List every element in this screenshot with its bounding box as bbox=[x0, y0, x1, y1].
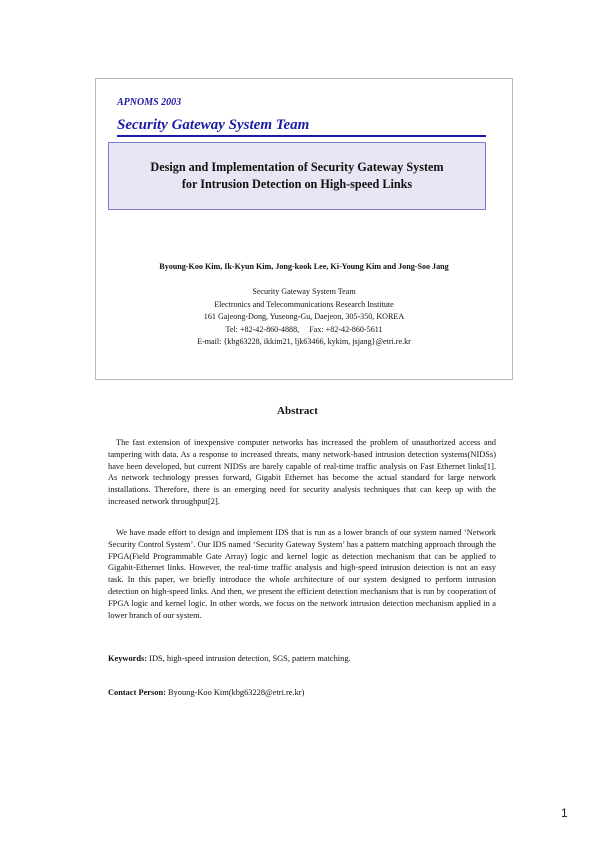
affiliation-block bbox=[95, 286, 513, 349]
contact-line bbox=[108, 688, 304, 697]
abstract-paragraph-1 bbox=[108, 437, 496, 508]
keywords-line bbox=[108, 654, 351, 663]
header-divider bbox=[117, 135, 486, 137]
abstract-paragraph-2 bbox=[108, 527, 496, 621]
affiliation-email: E-mail: {kbg63228, ikkim21, ljk63466, kykim, jsjang}@etri.re.kr bbox=[197, 337, 411, 346]
keywords-label: Keywords: bbox=[108, 654, 148, 663]
paper-title-line-2: for Intrusion Detection on High-speed Links bbox=[181, 177, 413, 191]
contact-label: Contact Person: bbox=[108, 688, 166, 697]
affiliation-phone-fax: Tel: +82-42-860-4888, Fax: +82-42-860-5611 bbox=[225, 324, 383, 334]
paper-title-line-1: Design and Implementation of Security Gateway System bbox=[150, 160, 444, 174]
abstract-paragraph-1-text: The fast extension of inexpensive computer networks has increased the problem of unauthorized access and tampering with data. As a response to increased threats, many network-based intrusion detection systems(NIDSs) have been developed, but current NIDSs are barely capable of real-time traffic analysis on Fast Ethernet links[1]. As network technology presses forward, Gigabit Ethernet has become the actual standard for large network installations. Therefore, there is an emerging need for security analysis techniques that can keep up with the increased network throughput[2]. bbox=[108, 438, 496, 506]
team-name: Security Gateway System Team bbox=[117, 117, 310, 133]
affiliation-institute: Electronics and Telecommunications Research Institute bbox=[214, 299, 394, 309]
abstract-heading: Abstract bbox=[277, 405, 318, 417]
affiliation-address: 161 Gajeong-Dong, Yuseong-Gu, Daejeon, 305-350, KOREA bbox=[203, 312, 405, 321]
page-number: 1 bbox=[561, 806, 568, 820]
abstract-paragraph-2-text: We have made effort to design and implement IDS that is run as a lower branch of our system named ‘Network Security Control System’. Our IDS named ‘Security Gateway System’ has a pattern matching approach through the FPGA(Field Programmable Gate Array) logic and kernel logic as detection mechanism that can be applied to Gigabit-Ethernet links. However, the real-time traffic analysis and high-speed intrusion detection is not an easy task. In this paper, we briefly introduce the whole architecture of our system designed to perform intrusion detection on high-speed links. And then, we present the efficient detection mechanism that is run by cooperation of FPGA logic and kernel logic. In other words, we focus on the network intrusion detection mechanism applied in a lower branch of our system. bbox=[108, 528, 496, 620]
contact-value: Byoung-Koo Kim(kbg63228@etri.re.kr) bbox=[168, 688, 305, 697]
affiliation-team: Security Gateway System Team bbox=[252, 287, 356, 296]
author-list: Byoung-Koo Kim, Ik-Kyun Kim, Jong-kook Lee, Ki-Young Kim and Jong-Soo Jang bbox=[159, 262, 449, 271]
paper-title-box bbox=[108, 142, 486, 210]
keywords-value: IDS, high-speed intrusion detection, SGS, pattern matching. bbox=[149, 654, 351, 663]
conference-label: APNOMS 2003 bbox=[117, 97, 182, 108]
